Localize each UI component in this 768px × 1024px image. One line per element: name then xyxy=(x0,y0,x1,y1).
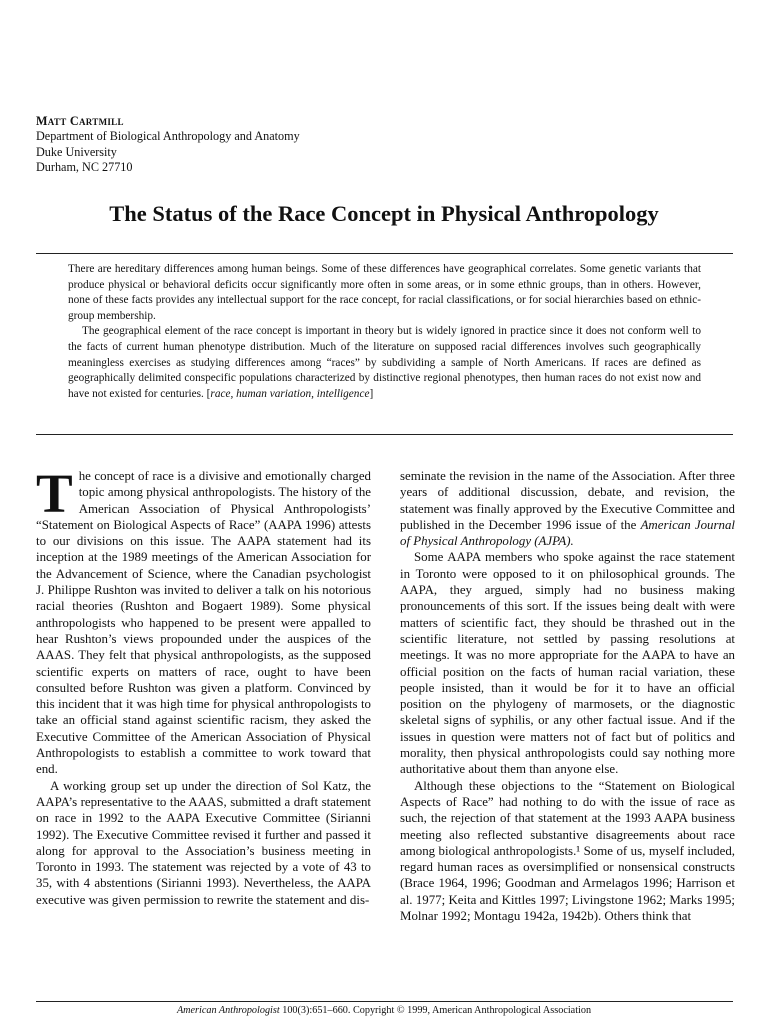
body-paragraph: A working group set up under the direction of Sol Katz, the AAPA’s representative to the AAAS, submitted a draft statement on race in 1992 to the AAPA Executive Committee (Sirianni 1992). The Executive Committee revised it further and passed it along for approval to the Association’s business meeting in Toronto in 1993. The statement was rejected by a vote of 43 to 35, with 4 abstentions (Sirianni 1993). Nevertheless, the AAPA executive was given permission to rewrite the statement and dis- xyxy=(36,778,371,907)
abstract-paragraph-1: There are hereditary differences among human beings. Some of these differences have geographical correlates. Some genetic variants that produce physical or behavioral deficits occur significantly more often in some areas, or in some ethnic groups, than in others. However, none of these facts provides any intellectual support for the race concept, for racial classifications, or for social hierarchies based on ethnic-group membership. xyxy=(68,263,701,322)
abstract xyxy=(68,262,701,402)
body-column-left xyxy=(36,463,371,908)
body-column-right xyxy=(400,468,735,924)
body-paragraph-text: he concept of race is a divisive and emotionally charged topic among physical anthropologists. The history of the American Association of Physical Anthropologists’ “Statement on Biological Aspects of Race” (AAPA 1996) attests to our divisions on this issue. The AAPA statement had its inception at the 1989 meetings of the American Association for the Advancement of Science, where the Canadian psychologist J. Philippe Rushton was invited to deliver a talk on his notorious racial theories (Rushton and Bogaert 1989). Some physical anthropologists who happened to be present were appalled to hear Rushton’s views propounded under the auspices of the AAAS. They felt that physical anthropologists, as the supposed scientific experts on matters of race, ought to have been consulted before Rushton was given a platform. Convinced by this incident that it was high time for physical anthropologists to take an official stand against scientific racism, they asked the Executive Committee of the American Association of Physical Anthropologists to establish a committee to work toward that end. xyxy=(36,469,371,777)
abstract-keywords: race, human variation, intelligence xyxy=(210,387,370,400)
drop-cap: T xyxy=(36,463,73,524)
footer-journal: American Anthropologist xyxy=(176,1005,280,1016)
body-paragraph: Although these objections to the “Statement on Biological Aspects of Race” had nothing to do with the issue of race as such, the rejection of that statement at the 1993 AAPA business meeting also reflected substantive disagreements about race among biological anthropologists.¹ Some of us, myself included, regard human races as oversimplified or nonsensical constructs (Brace 1964, 1996; Goodman and Armelagos 1996; Harrison et al. 1977; Keita and Kittles 1997; Livingstone 1962; Marks 1995; Molnar 1992; Montagu 1942a, 1942b). Others think that xyxy=(400,778,735,924)
body-paragraph xyxy=(400,468,735,549)
author-name: Matt Cartmill xyxy=(36,114,124,128)
footer-citation xyxy=(0,1005,768,1016)
author-location: Durham, NC 27710 xyxy=(36,160,133,175)
abstract-keywords-close: ] xyxy=(369,387,374,400)
abstract-paragraph-2 xyxy=(68,324,701,402)
body-paragraph-text: seminate the revision in the name of the Association. After three years of additional discussion, debate, and revision, the statement was finally approved by the Executive Committee and published in the December 1996 issue of the xyxy=(400,469,735,532)
top-rule xyxy=(36,253,733,254)
abstract-bottom-rule xyxy=(36,434,733,435)
author-block xyxy=(36,114,300,176)
article-title: The Status of the Race Concept in Physical Anthropology xyxy=(109,201,659,226)
author-university: Duke University xyxy=(36,144,117,159)
footer-citation-text: 100(3):651–660. Copyright © 1999, American Anthropological Association xyxy=(279,1005,592,1016)
author-department: Department of Biological Anthropology and Anatomy xyxy=(36,129,300,144)
body-paragraph xyxy=(36,463,371,778)
body-paragraph: Some AAPA members who spoke against the race statement in Toronto were opposed to it on philosophical grounds. The AAPA, they argued, simply had no business making pronouncements of this sort. If the issues being dealt with were matters of scientific fact, they should be thrashed out in the scientific literature, not settled by passing resolutions at meetings. It was no more appropriate for the AAPA to have an official position on the facts of human racial variation, these people insisted, than it would be for it to have an official position on the phylogeny of marmosets, or the diagnostic skeletal signs of syphilis, or any other factual issue. And if the issues in question were matters not of fact but of politics and morality, then physical anthropologists could say nothing more authoritative about them than anyone else. xyxy=(400,550,735,777)
journal-name: American Journal of Physical Anthropology (AJPA). xyxy=(400,517,735,549)
footer-rule xyxy=(36,1001,733,1002)
abstract-paragraph-2-text: The geographical element of the race concept is important in theory but is widely ignored in practice since it does not conform well to the facts of current human phenotype distribution. Much of the literature on supposed racial differences involves such geographically meaningless exercises as studying differences among “races” by subdividing a sample of North Americans. If races are defined as geographically delimited conspecific populations characterized by distinctive regional phenotypes, then human races do not exist now and have not existed for centuries. [ xyxy=(68,325,701,400)
